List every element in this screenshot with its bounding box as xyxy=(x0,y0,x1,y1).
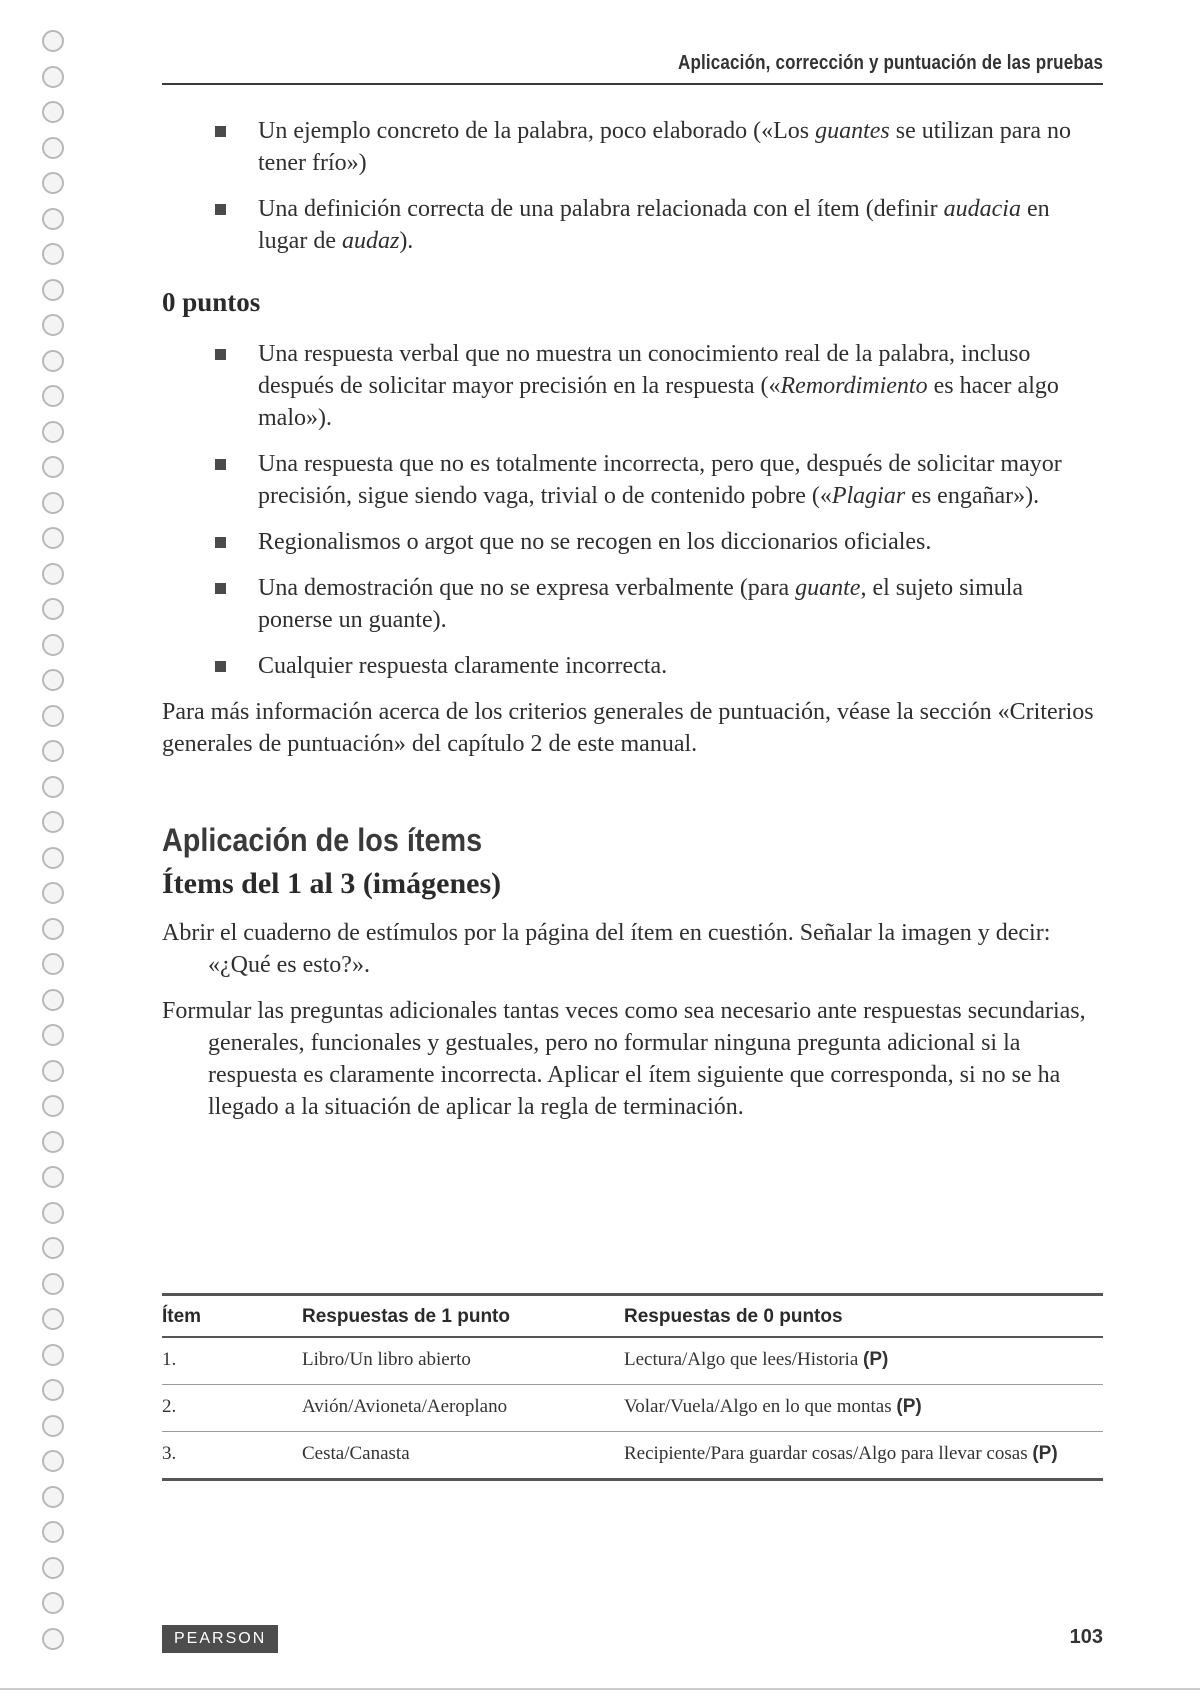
binding-ring-icon xyxy=(42,598,64,620)
binding-ring-icon xyxy=(42,1060,64,1082)
query-marker: (P) xyxy=(863,1349,889,1370)
item-number-cell: 2. xyxy=(162,1385,302,1432)
binding-ring-icon xyxy=(42,350,64,372)
italic-term: Remordimiento xyxy=(780,373,928,399)
column-header-zero-points: Respuestas de 0 puntos xyxy=(624,1295,1103,1338)
running-header: Aplicación, corrección y puntuación de las pruebas xyxy=(677,52,1103,74)
binding-ring-icon xyxy=(42,1308,64,1330)
binding-ring-icon xyxy=(42,137,64,159)
page-number: 103 xyxy=(1069,1626,1103,1648)
bullet-item xyxy=(258,448,1103,512)
binding-ring-icon xyxy=(42,953,64,975)
publisher-logo: PEARSON xyxy=(162,1625,278,1653)
binding-ring-icon xyxy=(42,527,64,549)
text-run: Una definición correcta de una palabra relacionada con el ítem (definir xyxy=(258,196,944,222)
binding-ring-icon xyxy=(42,1628,64,1650)
table-header-row xyxy=(162,1295,1103,1338)
zero-points-bullet-list xyxy=(162,338,1103,682)
square-bullet-icon xyxy=(215,459,226,470)
binding-ring-icon xyxy=(42,243,64,265)
instruction-paragraph: Abrir el cuaderno de estímulos por la página del ítem en cuestión. Señalar la imagen y decir: «¿Qué es esto?». xyxy=(162,920,1051,978)
square-bullet-icon xyxy=(215,583,226,594)
binding-ring-icon xyxy=(42,811,64,833)
binding-ring-icon xyxy=(42,705,64,727)
instruction-paragraph: Formular las preguntas adicionales tantas veces como sea necesario ante respuestas secundarias, generales, funcionales y gestuales, pero no formular ninguna pregunta adicional si la respuesta es claramente incorrecta. Aplicar el ítem siguiente que corresponda, si no se ha llegado a la situación de aplicar la regla de terminación. xyxy=(162,998,1086,1120)
item-number-cell: 3. xyxy=(162,1443,177,1464)
binding-ring-icon xyxy=(42,776,64,798)
table-row xyxy=(162,1432,1103,1480)
binding-ring-icon xyxy=(42,1521,64,1543)
header-rule xyxy=(162,83,1103,85)
bottom-edge xyxy=(0,1688,1200,1690)
binding-ring-icon xyxy=(42,1486,64,1508)
one-point-cell: Libro/Un libro abierto xyxy=(302,1337,624,1385)
bullet-item xyxy=(258,115,1103,179)
column-header-item: Ítem xyxy=(162,1295,302,1338)
binding-ring-icon xyxy=(42,421,64,443)
text-run: , el sujeto simula ponerse un guante). xyxy=(258,575,1024,633)
binding-ring-icon xyxy=(42,456,64,478)
table-row xyxy=(162,1337,1103,1385)
binding-ring-icon xyxy=(42,385,64,407)
binding-ring-icon xyxy=(42,1450,64,1472)
text-run: Regionalismos o argot que no se recogen en los diccionarios oficiales. xyxy=(258,529,932,555)
criteria-note: Para más información acerca de los criterios generales de puntuación, véase la sección «Criterios generales de puntuación» del capítulo 2 de este manual. xyxy=(162,699,1094,757)
query-marker: (P) xyxy=(896,1396,922,1417)
text-run: es hacer algo malo»). xyxy=(258,373,1059,431)
binding-ring-icon xyxy=(42,1379,64,1401)
binding-ring-icon xyxy=(42,1344,64,1366)
item-number-cell: 1. xyxy=(162,1337,302,1385)
binding-ring-icon xyxy=(42,66,64,88)
text-run: Una respuesta que no es totalmente incorrecta, pero que, después de solicitar mayor precisión, sigue siendo vaga, trivial o de contenido pobre (« xyxy=(258,451,1062,509)
binding-ring-icon xyxy=(42,669,64,691)
scoring-table xyxy=(162,1293,1103,1481)
square-bullet-icon xyxy=(215,661,226,672)
zero-points-cell: Lectura/Algo que lees/Historia (P) xyxy=(624,1337,1103,1385)
binding-ring-icon xyxy=(42,1592,64,1614)
zero-points-cell: Volar/Vuela/Algo en lo que montas (P) xyxy=(624,1385,1103,1432)
bullet-item xyxy=(258,526,1103,558)
text-run: Una demostración que no se expresa verbalmente (para xyxy=(258,575,796,601)
binding-ring-icon xyxy=(42,208,64,230)
binding-ring-icon xyxy=(42,101,64,123)
page-content xyxy=(162,115,1103,1137)
query-marker: (P) xyxy=(1032,1443,1058,1464)
upper-bullet-list xyxy=(162,115,1103,257)
binding-ring-icon xyxy=(42,172,64,194)
binding-ring-icon xyxy=(42,1131,64,1153)
binding-ring-icon xyxy=(42,740,64,762)
text-run: es engañar»). xyxy=(905,483,1040,509)
text-run: Cualquier respuesta claramente incorrecta. xyxy=(258,653,668,679)
bullet-item xyxy=(258,572,1103,636)
binding-ring-icon xyxy=(42,314,64,336)
bullet-item xyxy=(258,193,1103,257)
zero-points-cell: Recipiente/Para guardar cosas/Algo para llevar cosas (P) xyxy=(624,1443,1058,1464)
binding-ring-icon xyxy=(42,1415,64,1437)
binding-ring-icon xyxy=(42,847,64,869)
text-run: Un ejemplo concreto de la palabra, poco elaborado («Los xyxy=(258,118,816,144)
italic-term: Plagiar xyxy=(831,483,906,509)
one-point-cell: Cesta/Canasta xyxy=(302,1443,410,1464)
italic-term: audacia xyxy=(943,196,1021,222)
one-point-cell: Avión/Avioneta/Aeroplano xyxy=(302,1385,624,1432)
bullet-item xyxy=(258,650,1103,682)
square-bullet-icon xyxy=(215,126,226,137)
binding-ring-icon xyxy=(42,634,64,656)
italic-term: guante xyxy=(795,575,861,601)
section-title: Aplicación de los ítems xyxy=(162,822,483,858)
binding-ring-icon xyxy=(42,279,64,301)
binding-ring-icon xyxy=(42,30,64,52)
binding-ring-icon xyxy=(42,563,64,585)
text-run: se utilizan para no tener frío») xyxy=(258,118,1072,176)
binding-ring-icon xyxy=(42,989,64,1011)
italic-term: audaz xyxy=(341,228,400,254)
spiral-binding xyxy=(30,30,70,1670)
zero-points-heading: 0 puntos xyxy=(162,287,261,317)
column-header-one-point: Respuestas de 1 punto xyxy=(302,1295,624,1338)
binding-ring-icon xyxy=(42,1202,64,1224)
binding-ring-icon xyxy=(42,1095,64,1117)
square-bullet-icon xyxy=(215,349,226,360)
binding-ring-icon xyxy=(42,1166,64,1188)
square-bullet-icon xyxy=(215,204,226,215)
binding-ring-icon xyxy=(42,918,64,940)
text-run: en lugar de xyxy=(258,196,1050,254)
binding-ring-icon xyxy=(42,1237,64,1259)
binding-ring-icon xyxy=(42,1024,64,1046)
subsection-title: Ítems del 1 al 3 (imágenes) xyxy=(162,867,502,900)
square-bullet-icon xyxy=(215,537,226,548)
text-run: ). xyxy=(399,228,414,254)
italic-term: guantes xyxy=(815,118,890,144)
text-run: Una respuesta verbal que no muestra un conocimiento real de la palabra, incluso después de solicitar mayor precisión en la respuesta (« xyxy=(258,341,1031,399)
table-row xyxy=(162,1385,1103,1432)
binding-ring-icon xyxy=(42,492,64,514)
binding-ring-icon xyxy=(42,1557,64,1579)
binding-ring-icon xyxy=(42,1273,64,1295)
bullet-item xyxy=(258,338,1103,434)
binding-ring-icon xyxy=(42,882,64,904)
